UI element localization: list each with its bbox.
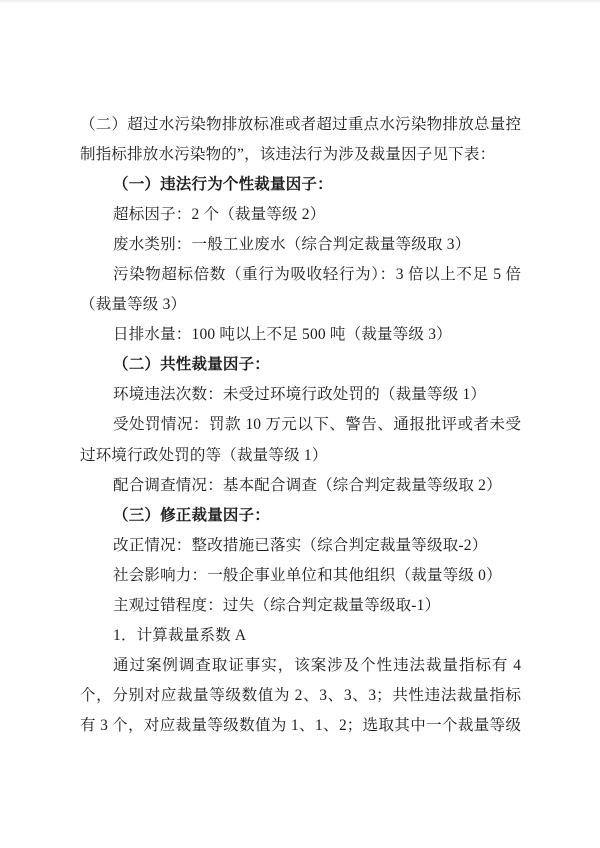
paragraph-line: 有 3 个，对应裁量等级数值为 1、1、2；选取其中一个裁量等级 — [80, 716, 521, 734]
factor-line: 超标因子：2 个（裁量等级 2） — [113, 206, 326, 224]
section-heading: （二）共性裁量因子： — [113, 356, 271, 374]
factor-line-continuation: 过环境行政处罚的等（裁量等级 1） — [80, 446, 328, 464]
factor-line: 环境违法次数：未受过环境行政处罚的（裁量等级 1） — [113, 386, 487, 404]
factor-line-continuation: （裁量等级 3） — [80, 296, 187, 314]
paragraph-line: 个，分别对应裁量等级数值为 2、3、3、3；共性违法裁量指标 — [80, 686, 521, 704]
factor-line: 主观过错程度：过失（综合判定裁量等级取-1） — [113, 596, 441, 614]
section-heading: （三）修正裁量因子： — [113, 506, 271, 524]
section-heading: （一）违法行为个性裁量因子： — [113, 176, 333, 194]
paragraph-line: 通过案例调查取证事实，该案涉及个性违法裁量指标有 4 — [113, 656, 521, 674]
factor-line: 日排水量：100 吨以上不足 500 吨（裁量等级 3） — [113, 326, 452, 344]
factor-line: 社会影响力：一般企事业单位和其他组织（裁量等级 0） — [113, 566, 502, 584]
paragraph-line: 制指标排放水污染物的”，该违法行为涉及裁量因子见下表： — [80, 146, 496, 164]
factor-line: 受处罚情况：罚款 10 万元以下、警告、通报批评或者未受 — [113, 416, 521, 434]
factor-line: 污染物超标倍数（重行为吸收轻行为）：3 倍以上不足 5 倍 — [113, 266, 521, 284]
paragraph-line: （二）超过水污染物排放标准或者超过重点水污染物排放总量控 — [80, 116, 521, 133]
numbered-step-heading: 1．计算裁量系数 A — [113, 626, 247, 644]
page-body — [80, 110, 521, 741]
factor-line: 配合调查情况：基本配合调查（综合判定裁量等级取 2） — [113, 476, 502, 494]
factor-line: 废水类别：一般工业废水（综合判定裁量等级取 3） — [113, 236, 471, 254]
factor-line: 改正情况：整改措施已落实（综合判定裁量等级取-2） — [113, 536, 488, 554]
